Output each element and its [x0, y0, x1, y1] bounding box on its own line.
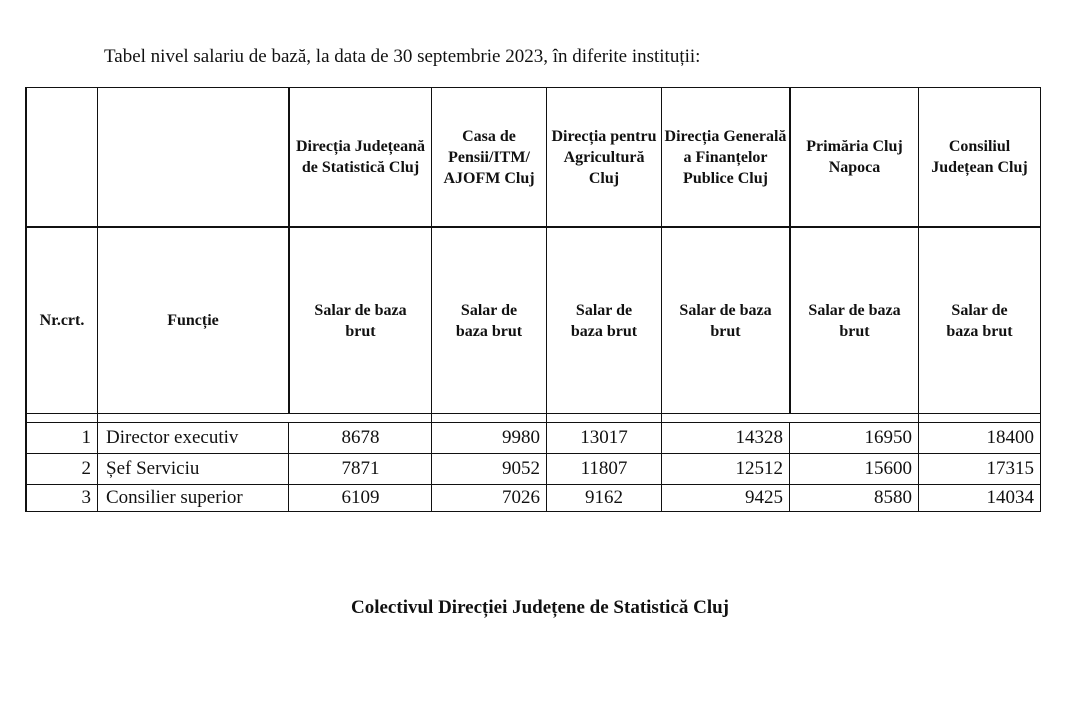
header-salar: Salar de baza brut — [946, 301, 1013, 340]
row-value: 9980 — [502, 427, 540, 448]
row-value: 15600 — [864, 458, 912, 479]
row-value: 8580 — [874, 487, 912, 508]
header-institution: Primăria Cluj Napoca — [806, 138, 903, 176]
header-salar: Salar de baza brut — [455, 301, 523, 340]
header-institution: Direcția Județeană de Statistică Cluj — [295, 138, 425, 176]
row-value: 6109 — [341, 487, 380, 508]
row-nr: 3 — [81, 487, 91, 508]
row-value: 8678 — [341, 427, 380, 448]
row-value: 14034 — [986, 487, 1034, 508]
document-title: Tabel nivel salariu de bază, la data de 30 septembrie 2023, în diferite instituții: — [104, 46, 701, 67]
row-value: 12512 — [735, 458, 783, 479]
header-salar: Salar de baza brut — [679, 301, 772, 340]
row-value: 7026 — [502, 487, 540, 508]
row-value: 11807 — [580, 458, 628, 479]
row-functie: Consilier superior — [106, 487, 243, 508]
row-value: 9052 — [502, 458, 540, 479]
row-value: 9162 — [585, 487, 623, 508]
row-value: 16950 — [864, 427, 912, 448]
header-functie: Funcție — [167, 312, 219, 329]
row-value: 13017 — [580, 427, 628, 448]
row-value: 9425 — [745, 487, 783, 508]
header-nr-crt: Nr.crt. — [39, 312, 85, 329]
header-salar: Salar de baza brut — [808, 301, 901, 340]
signature: Colectivul Direcției Județene de Statistică Cluj — [351, 597, 729, 618]
header-salar: Salar de baza brut — [570, 301, 638, 340]
row-value: 7871 — [341, 458, 380, 479]
header-institution: Casa de Pensii/ITM/ AJOFM Cluj — [443, 127, 535, 187]
row-nr: 2 — [81, 458, 91, 479]
row-functie: Șef Serviciu — [106, 458, 200, 479]
header-institution: Consiliul Județean Cluj — [931, 138, 1028, 176]
header-salar: Salar de baza brut — [314, 301, 407, 340]
header-institution: Direcția pentru Agricultură Cluj — [551, 127, 657, 187]
row-value: 18400 — [986, 427, 1034, 448]
row-functie: Director executiv — [106, 427, 239, 448]
header-institution: Direcția Generală a Finanțelor Publice Cluj — [664, 127, 787, 187]
row-value: 17315 — [986, 458, 1034, 479]
row-nr: 1 — [81, 427, 91, 448]
row-value: 14328 — [735, 427, 783, 448]
